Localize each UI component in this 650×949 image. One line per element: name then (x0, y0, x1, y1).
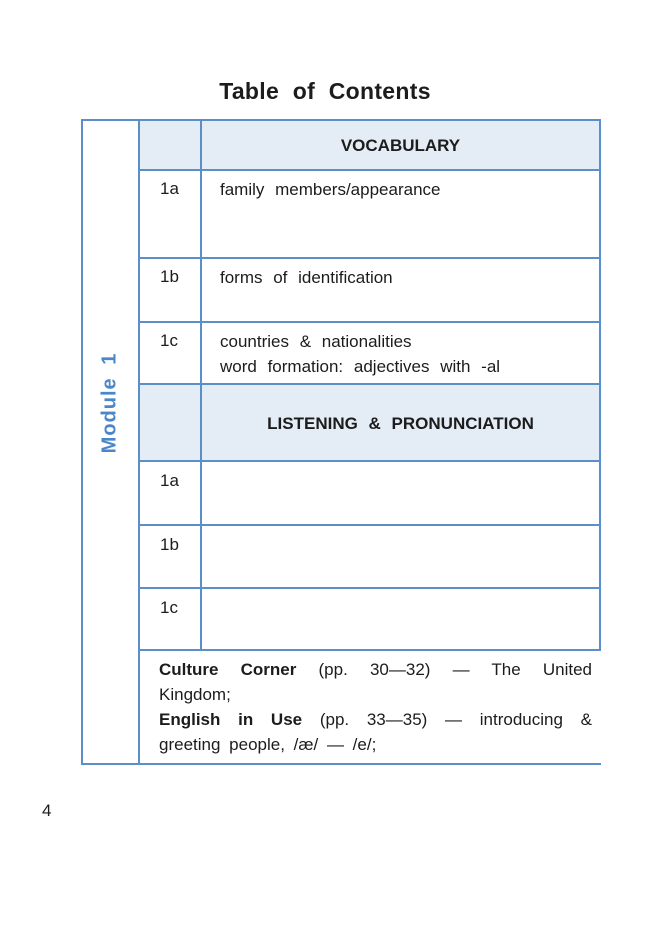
module-extras (159, 657, 592, 757)
page-number: 4 (42, 801, 52, 820)
vocabulary-row-text: forms of identification (220, 268, 393, 287)
number-column-rule (200, 119, 202, 651)
culture-corner-text: (pp. 30—32) — The United Kingdom; (159, 660, 592, 704)
module-column-rule (138, 119, 140, 765)
row-divider (138, 257, 601, 259)
table-of-contents (81, 119, 601, 765)
row-divider (138, 169, 601, 171)
module-label-text: Module 1 (98, 352, 120, 454)
row-divider (138, 383, 601, 385)
vocabulary-row-text: countries & nationalities (220, 332, 412, 351)
row-divider (138, 524, 601, 526)
vocabulary-row-number: 1c (160, 331, 178, 350)
table-border-right (599, 119, 601, 651)
module-label (81, 119, 138, 765)
row-divider (138, 460, 601, 462)
table-border-top (81, 119, 601, 121)
vocabulary-heading: VOCABULARY (340, 136, 461, 155)
listening-row-number: 1c (160, 598, 178, 617)
vocabulary-row-number: 1b (160, 267, 179, 286)
table-border-bottom (81, 763, 601, 765)
vocabulary-row-number: 1a (160, 179, 179, 198)
vocabulary-row-text: family members/appearance (220, 180, 441, 199)
english-in-use-text: (pp. 33—35) — introducing & greeting people, /æ/ — /e/; (159, 710, 592, 754)
listening-row-number: 1a (160, 471, 179, 490)
row-divider (138, 321, 601, 323)
row-divider (138, 649, 601, 651)
vocabulary-row-text: word formation: adjectives with -al (220, 357, 501, 376)
row-divider (138, 587, 601, 589)
listening-row-number: 1b (160, 535, 179, 554)
english-in-use-label: English in Use (159, 710, 303, 729)
listening-heading: LISTENING & PRONUNCIATION (267, 414, 534, 433)
culture-corner-label: Culture Corner (159, 660, 297, 679)
page-title: Table of Contents (219, 78, 431, 104)
